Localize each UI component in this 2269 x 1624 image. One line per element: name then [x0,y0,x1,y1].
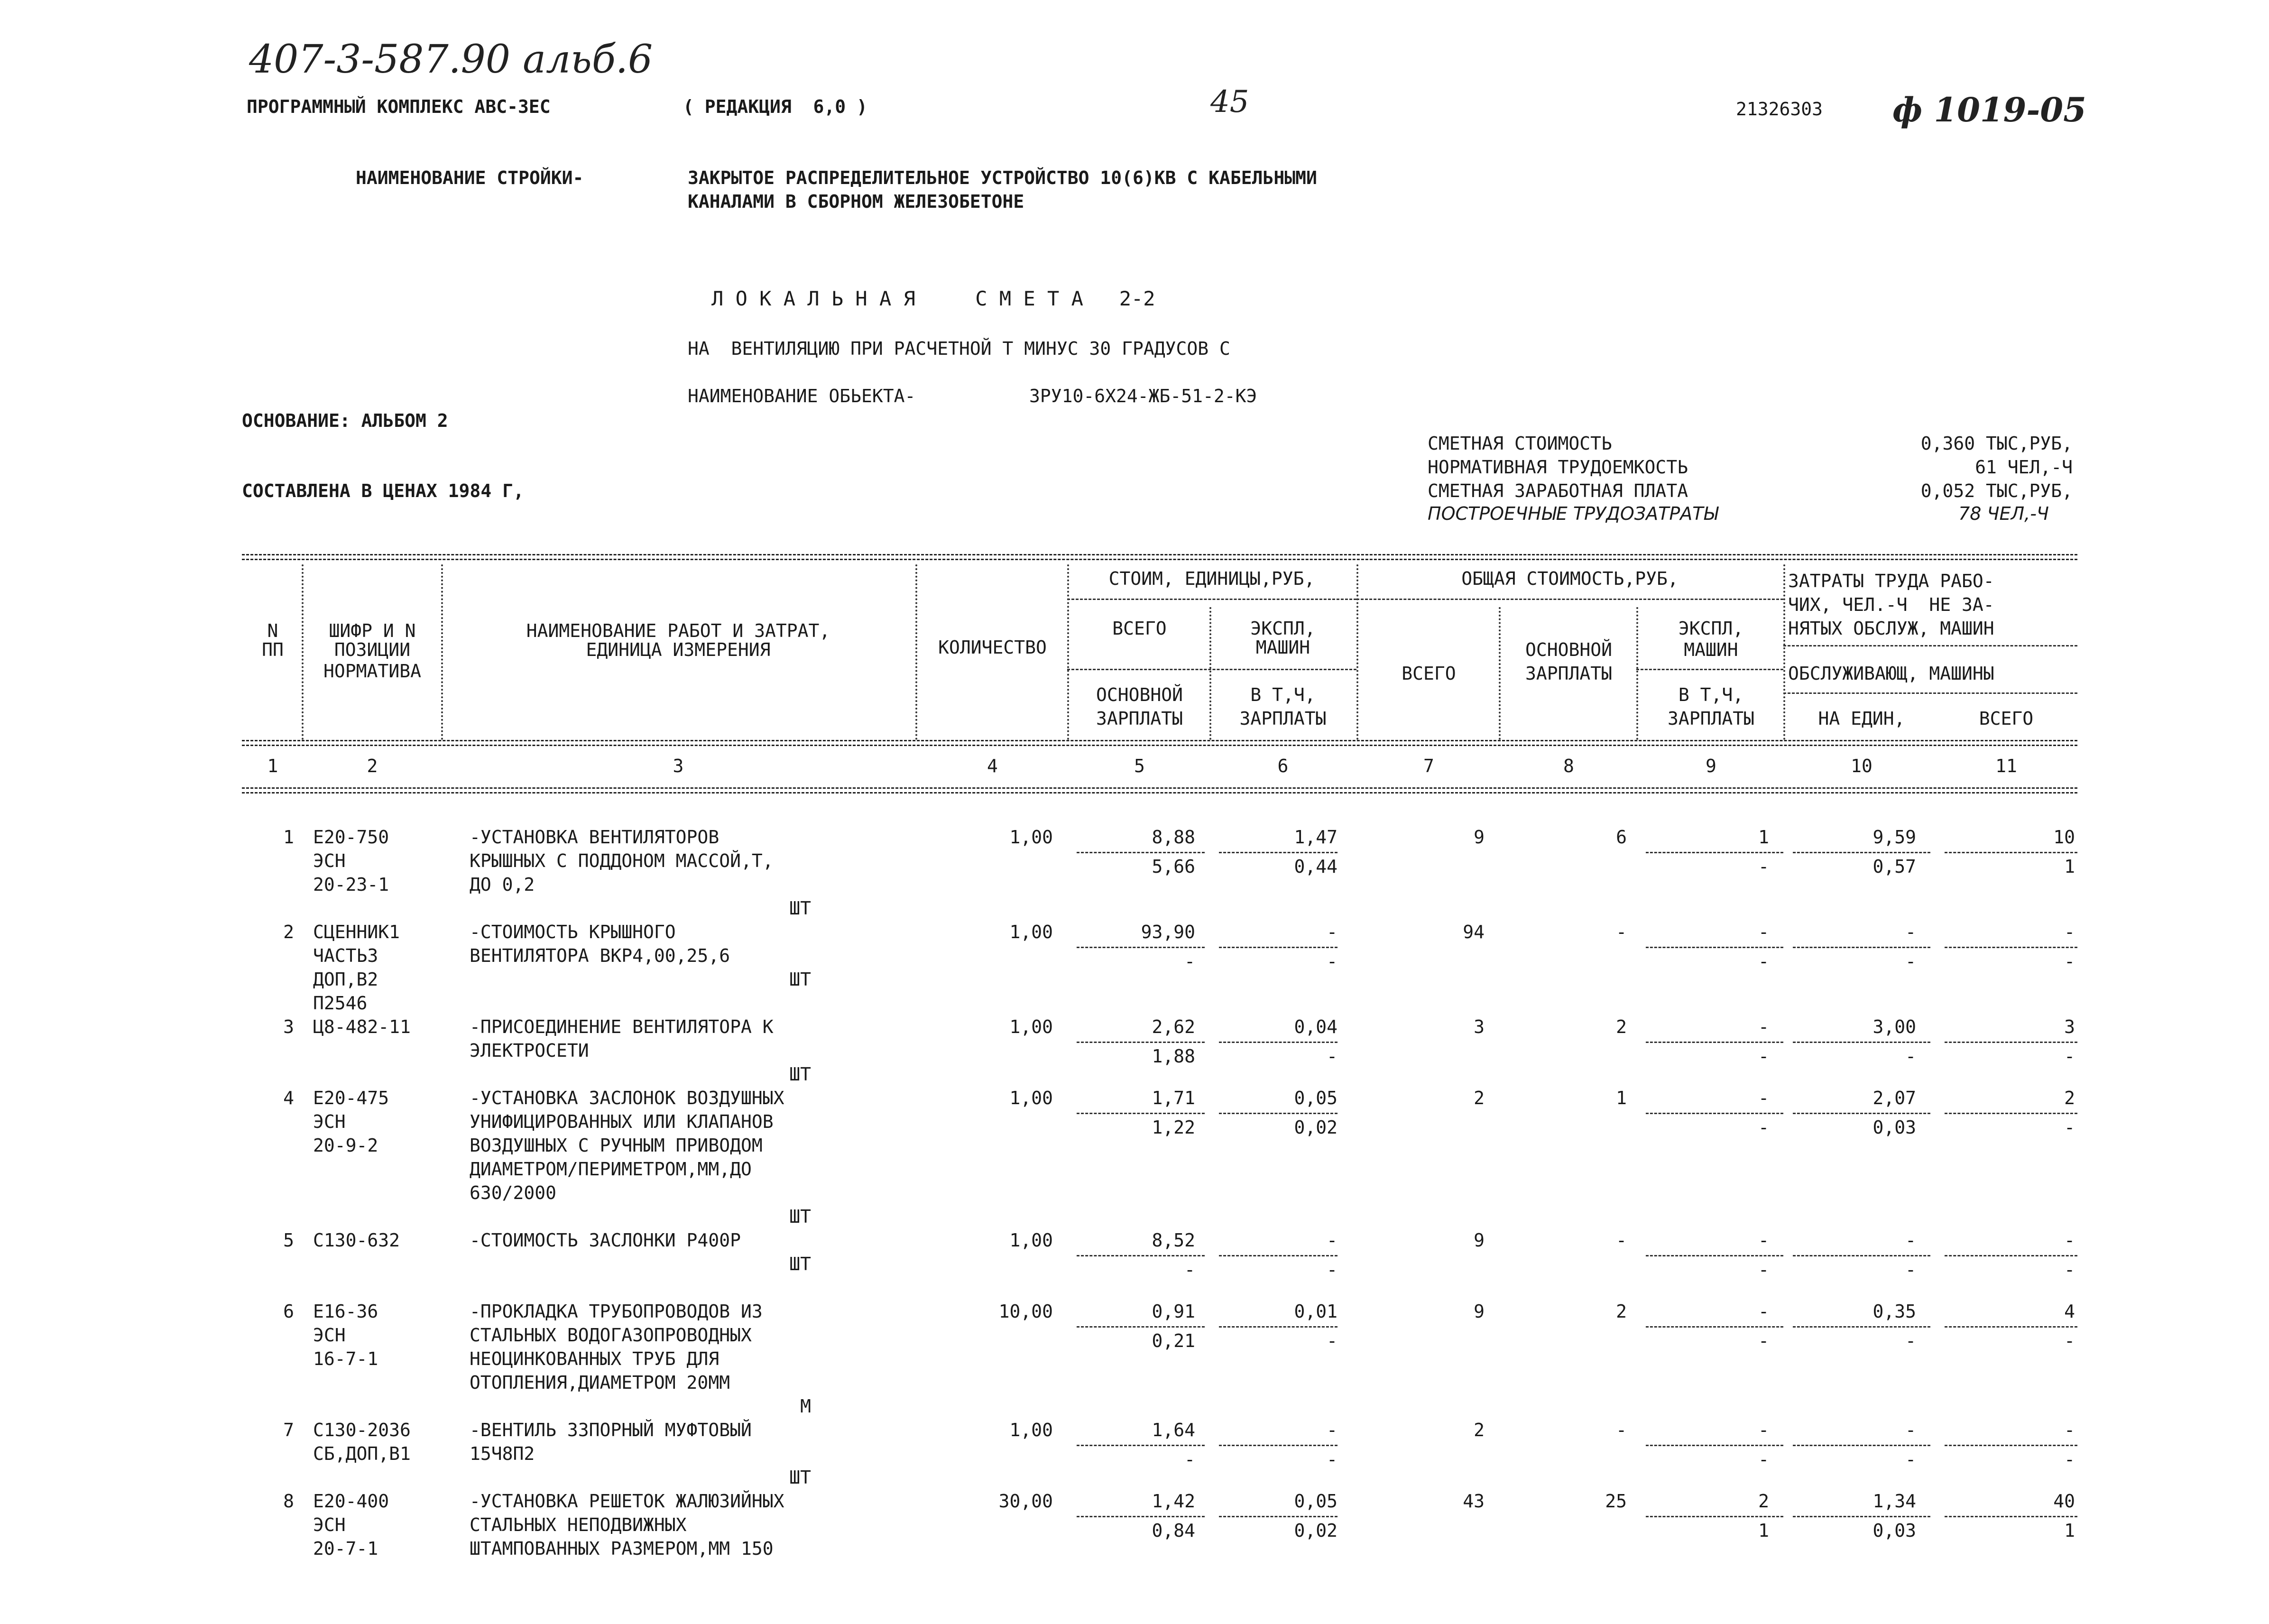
cell-divider-rule [1646,1326,1783,1328]
row-unit-machine-wages: 0,44 [1294,856,1337,877]
row-work-name: 15Ч8П2 [470,1443,535,1464]
col3-header: ЕДИНИЦА ИЗМЕРЕНИЯ [586,639,771,660]
row-number: 8 [283,1491,294,1512]
row-total-wages: - [1616,1230,1627,1251]
table-top-rule [242,554,2077,555]
row-code: 20-7-1 [313,1538,378,1559]
column-separator [915,564,917,740]
col8-header: ЗАРПЛАТЫ [1525,663,1613,684]
col6-sub-header: В Т,Ч, [1250,684,1316,705]
object-label: НАИМЕНОВАНИЕ ОБЬЕКТА- [688,386,916,406]
row-work-name: ДИАМЕТРОМ/ПЕРИМЕТРОМ,ММ,ДО [470,1159,752,1180]
row-machine-labor-per-unit: - [1905,1330,1916,1351]
summary-value: 0,360 ТЫС,РУБ, [1920,433,2073,454]
header-sub-rule [1783,645,2077,646]
row-labor-per-unit: 0,35 [1872,1301,1916,1322]
row-unit-cost-total: 0,91 [1152,1301,1195,1322]
cell-divider-rule [1945,1042,2077,1043]
row-code: ЭСН [313,1325,346,1346]
row-labor-total: 3 [2064,1016,2075,1037]
row-machine-labor-per-unit: 0,57 [1872,856,1916,877]
labor-sub-header: ОБСЛУЖИВАЮЩ, МАШИНЫ [1788,663,1994,684]
column-separator [1636,607,1638,740]
cell-divider-rule [1945,947,2077,948]
row-labor-total: 10 [2053,827,2075,848]
row-labor-total: - [2064,1420,2075,1440]
row-work-name: -УСТАНОВКА РЕШЕТОК ЖАЛЮЗИЙНЫХ [470,1491,784,1512]
row-code: ЭСН [313,1514,346,1535]
row-total-cost: 2 [1474,1088,1485,1108]
header-sub-rule [1067,669,1356,670]
handwritten-page-number: 45 [1210,84,1249,120]
col2-header: ШИФР И N [329,620,416,641]
cell-divider-rule [1646,1445,1783,1446]
row-work-name: СТАЛЬНЫХ ВОДОГАЗОПРОВОДНЫХ [470,1325,752,1346]
row-unit-cost-machines: 0,04 [1294,1016,1337,1037]
row-total-machines: - [1758,1230,1769,1251]
cell-divider-rule [1793,947,1930,948]
labor-header: ЧИХ, ЧЕЛ.-Ч НЕ ЗА- [1788,594,1994,615]
row-machine-labor-total: - [2064,1117,2075,1138]
object-code: ЗРУ10-6Х24-ЖБ-51-2-КЭ [1029,386,1257,406]
row-work-name: КРЫШНЫХ С ПОДДОНОМ МАССОЙ,Т, [470,850,774,871]
summary-label: ПОСТРОЕЧНЫЕ ТРУДОЗАТРАТЫ [1428,503,1718,524]
row-number: 6 [283,1301,294,1322]
row-unit-machine-wages: 0,02 [1294,1520,1337,1541]
row-machine-labor-total: - [2064,1259,2075,1280]
column-number: 6 [1277,756,1289,776]
col9-header: МАШИН [1684,639,1738,660]
row-unit: ШТ [789,1254,811,1274]
row-total-machine-wages: - [1758,951,1769,972]
col5-sub-header: ЗАРПЛАТЫ [1096,708,1183,729]
col7-header: ВСЕГО [1402,663,1456,684]
row-unit-cost-machines: - [1327,1230,1337,1251]
row-unit: ШТ [789,1467,811,1488]
row-code: Е20-400 [313,1491,389,1512]
row-code: ЧАСТЬ3 [313,945,378,966]
row-quantity: 1,00 [1009,1420,1053,1440]
row-total-wages: 6 [1616,827,1627,848]
row-code: С130-2036 [313,1420,411,1440]
col11-header: ВСЕГО [1979,708,2034,729]
col6-header: МАШИН [1255,637,1310,658]
row-unit-cost-machines: 1,47 [1294,827,1337,848]
row-code: 20-23-1 [313,874,389,895]
row-code: ЭСН [313,850,346,871]
row-unit-cost-total: 1,42 [1152,1491,1195,1512]
row-unit-machine-wages: - [1327,1259,1337,1280]
cell-divider-rule [1077,947,1205,948]
row-labor-per-unit: 9,59 [1872,827,1916,848]
row-total-machine-wages: - [1758,1117,1769,1138]
row-labor-total: 40 [2053,1491,2075,1512]
col9-header: ЭКСПЛ, [1678,618,1744,639]
row-labor-total: 4 [2064,1301,2075,1322]
cell-divider-rule [1793,1042,1930,1043]
row-work-name: ВОЗДУШНЫХ С РУЧНЫМ ПРИВОДОМ [470,1135,763,1156]
cell-divider-rule [1077,1042,1205,1043]
row-work-name: ЭЛЕКТРОСЕТИ [470,1040,589,1061]
row-unit-machine-wages: 0,02 [1294,1117,1337,1138]
row-unit-cost-machines: - [1327,1420,1337,1440]
row-unit-cost-machines: - [1327,922,1337,942]
cell-divider-rule [1646,947,1783,948]
row-unit-machine-wages: - [1327,1330,1337,1351]
row-work-name: 630/2000 [470,1182,557,1203]
row-unit: ШТ [789,1064,811,1085]
row-quantity: 10,00 [998,1301,1053,1322]
row-code: СЦЕННИК1 [313,922,400,942]
header-sub-rule [1067,599,1356,600]
row-total-wages: - [1616,1420,1627,1440]
row-total-wages: 2 [1616,1301,1627,1322]
row-machine-labor-total: 1 [2064,856,2075,877]
labor-header: НЯТЫХ ОБСЛУЖ, МАШИН [1788,618,1994,639]
row-code: С130-632 [313,1230,400,1251]
header-bottom-rule [242,740,2077,741]
row-unit-wages: 1,88 [1152,1046,1195,1067]
cell-divider-rule [1793,1516,1930,1517]
numbers-bottom-rule [242,792,2077,794]
row-work-name: НЕОЦИНКОВАННЫХ ТРУБ ДЛЯ [470,1348,719,1369]
cell-divider-rule [1219,852,1337,853]
cell-divider-rule [1219,1445,1337,1446]
row-unit-cost-machines: 0,01 [1294,1301,1337,1322]
row-total-cost: 9 [1474,1301,1485,1322]
cell-divider-rule [1945,1516,2077,1517]
cell-divider-rule [1219,947,1337,948]
column-number: 2 [367,756,378,776]
cell-divider-rule [1945,1113,2077,1114]
row-labor-per-unit: 3,00 [1872,1016,1916,1037]
row-unit-cost-total: 1,71 [1152,1088,1195,1108]
row-code: П2546 [313,993,368,1014]
column-separator [1783,564,1785,740]
row-code: ЭСН [313,1111,346,1132]
row-total-machines: - [1758,1301,1769,1322]
column-number: 9 [1706,756,1716,776]
construction-label: НАИМЕНОВАНИЕ СТРОЙКИ- [356,167,584,188]
row-total-machines: - [1758,922,1769,942]
unit-cost-header: СТОИМ, ЕДИНИЦЫ,РУБ, [1108,568,1315,589]
row-work-name: ОТОПЛЕНИЯ,ДИАМЕТРОМ 20ММ [470,1372,730,1393]
column-number: 8 [1563,756,1574,776]
row-machine-labor-total: 1 [2064,1520,2075,1541]
document-code: 21326303 [1736,99,1823,120]
row-number: 3 [283,1016,294,1037]
handwritten-stamp-code: ф 1019-05 [1892,90,2086,129]
row-unit: ШТ [789,1206,811,1227]
row-unit-machine-wages: - [1327,1449,1337,1470]
col2-header: НОРМАТИВА [323,661,421,682]
column-separator [441,564,443,740]
cell-divider-rule [1219,1255,1337,1256]
row-labor-per-unit: 2,07 [1872,1088,1916,1108]
row-total-machines: - [1758,1088,1769,1108]
cell-divider-rule [1945,1255,2077,1256]
row-code: СБ,ДОП,В1 [313,1443,411,1464]
row-unit-cost-total: 1,64 [1152,1420,1195,1440]
row-quantity: 1,00 [1009,827,1053,848]
row-labor-total: - [2064,922,2075,942]
col1-header: N [267,620,278,641]
row-work-name: ШТАМПОВАННЫХ РАЗМЕРОМ,ММ 150 [470,1538,774,1559]
row-machine-labor-total: - [2064,1330,2075,1351]
row-total-wages: - [1616,922,1627,942]
row-machine-labor-total: - [2064,1046,2075,1067]
row-total-wages: 2 [1616,1016,1627,1037]
cell-divider-rule [1219,1042,1337,1043]
estimate-price-base: СОСТАВЛЕНА В ЦЕНАХ 1984 Г, [242,480,524,501]
row-total-wages: 25 [1605,1491,1627,1512]
row-code: Е16-36 [313,1301,378,1322]
cell-divider-rule [1945,852,2077,853]
cell-divider-rule [1219,1516,1337,1517]
row-unit-cost-total: 8,52 [1152,1230,1195,1251]
row-work-name: УНИФИЦИРОВАННЫХ ИЛИ КЛАПАНОВ [470,1111,774,1132]
construction-name-line2: КАНАЛАМИ В СБОРНОМ ЖЕЛЕЗОБЕТОНЕ [688,191,1024,212]
col6-sub-header: ЗАРПЛАТЫ [1239,708,1327,729]
row-machine-labor-per-unit: 0,03 [1872,1520,1916,1541]
row-total-machine-wages: - [1758,1330,1769,1351]
cell-divider-rule [1793,1113,1930,1114]
header-sub-rule [1636,669,1783,670]
row-work-name: -ПРОКЛАДКА ТРУБОПРОВОДОВ ИЗ [470,1301,763,1322]
cell-divider-rule [1646,852,1783,853]
row-total-cost: 2 [1474,1420,1485,1440]
column-number: 3 [673,756,684,776]
summary-value: 0,052 ТЫС,РУБ, [1920,480,2073,501]
row-work-name: -ПРИСОЕДИНЕНИЕ ВЕНТИЛЯТОРА К [470,1016,774,1037]
summary-label: НОРМАТИВНАЯ ТРУДОЕМКОСТЬ [1428,457,1688,478]
cell-divider-rule [1793,852,1930,853]
estimate-title: Л О К А Л Ь Н А Я С М Е Т А 2-2 [711,287,1155,310]
row-unit-machine-wages: - [1327,1046,1337,1067]
row-unit-cost-total: 93,90 [1141,922,1195,942]
row-unit-cost-machines: 0,05 [1294,1491,1337,1512]
row-number: 4 [283,1088,294,1108]
row-machine-labor-total: - [2064,951,2075,972]
column-separator [1067,564,1069,740]
cell-divider-rule [1646,1516,1783,1517]
row-total-wages: 1 [1616,1088,1627,1108]
col5-header: ВСЕГО [1112,618,1167,639]
row-labor-total: 2 [2064,1088,2075,1108]
column-separator [1356,564,1358,740]
table-top-rule [242,559,2077,560]
cell-divider-rule [1793,1445,1930,1446]
cell-divider-rule [1646,1255,1783,1256]
cell-divider-rule [1945,1445,2077,1446]
row-unit-wages: 1,22 [1152,1117,1195,1138]
row-total-machine-wages: - [1758,1046,1769,1067]
header-bottom-rule [242,745,2077,746]
row-unit-wages: 0,84 [1152,1520,1195,1541]
row-quantity: 1,00 [1009,922,1053,942]
row-total-machine-wages: - [1758,1449,1769,1470]
row-unit-wages: - [1184,1259,1195,1280]
row-code: 20-9-2 [313,1135,378,1156]
col2-header: ПОЗИЦИИ [334,639,411,660]
row-total-machine-wages: - [1758,1259,1769,1280]
row-work-name: ДО 0,2 [470,874,535,895]
row-quantity: 1,00 [1009,1230,1053,1251]
row-code: Е20-750 [313,827,389,848]
col8-header: ОСНОВНОЙ [1525,639,1613,660]
row-unit: М [800,1396,811,1417]
column-separator [1209,607,1211,740]
col1-header: ПП [262,639,284,660]
row-work-name: -УСТАНОВКА ЗАСЛОНОК ВОЗДУШНЫХ [470,1088,784,1108]
row-total-cost: 9 [1474,1230,1485,1251]
summary-value: 61 ЧЕЛ,-Ч [1975,457,2073,478]
handwritten-doc-ref: 407-3-587.90 альб.6 [249,37,653,82]
row-total-cost: 94 [1463,922,1485,942]
col4-header: КОЛИЧЕСТВО [938,637,1047,658]
column-number: 7 [1423,756,1434,776]
row-unit-machine-wages: - [1327,951,1337,972]
row-code: 16-7-1 [313,1348,378,1369]
cell-divider-rule [1646,1042,1783,1043]
row-unit: ШТ [789,969,811,990]
row-labor-per-unit: - [1905,1230,1916,1251]
row-work-name: ВЕНТИЛЯТОРА ВКР4,00,25,6 [470,945,730,966]
col3-header: НАИМЕНОВАНИЕ РАБОТ И ЗАТРАТ, [526,620,830,641]
row-work-name: -ВЕНТИЛЬ ЗЗПОРНЫЙ МУФТОВЫЙ [470,1420,752,1440]
estimate-basis: ОСНОВАНИЕ: АЛЬБОМ 2 [242,410,448,431]
row-quantity: 30,00 [998,1491,1053,1512]
row-number: 2 [283,922,294,942]
row-labor-per-unit: 1,34 [1872,1491,1916,1512]
cell-divider-rule [1077,1113,1205,1114]
row-unit-wages: - [1184,951,1195,972]
row-quantity: 1,00 [1009,1016,1053,1037]
construction-name-line1: ЗАКРЫТОЕ РАСПРЕДЕЛИТЕЛЬНОЕ УСТРОЙСТВО 10(6)КВ С КАБЕЛЬНЫМИ [688,167,1317,188]
row-machine-labor-per-unit: - [1905,951,1916,972]
row-unit: ШТ [789,898,811,919]
estimate-subject: НА ВЕНТИЛЯЦИЮ ПРИ РАСЧЕТНОЙ Т МИНУС 30 ГРАДУСОВ С [688,338,1230,359]
row-labor-total: - [2064,1230,2075,1251]
row-total-machine-wages: - [1758,856,1769,877]
numbers-bottom-rule [242,787,2077,789]
row-unit-wages: 0,21 [1152,1330,1195,1351]
column-number: 5 [1134,756,1145,776]
row-total-machines: - [1758,1016,1769,1037]
cell-divider-rule [1219,1326,1337,1328]
col5-sub-header: ОСНОВНОЙ [1096,684,1183,705]
row-work-name: СТАЛЬНЫХ НЕПОДВИЖНЫХ [470,1514,687,1535]
column-number: 10 [1851,756,1872,776]
row-code: Ц8-482-11 [313,1016,411,1037]
program-edition: ( РЕДАКЦИЯ 6,0 ) [683,96,867,117]
cell-divider-rule [1219,1113,1337,1114]
row-unit-cost-total: 2,62 [1152,1016,1195,1037]
row-total-machines: - [1758,1420,1769,1440]
summary-label: СМЕТНАЯ ЗАРАБОТНАЯ ПЛАТА [1428,480,1688,501]
row-total-machine-wages: 1 [1758,1520,1769,1541]
col6-header: ЭКСПЛ, [1250,618,1316,639]
cell-divider-rule [1077,1445,1205,1446]
col9-sub-header: В Т,Ч, [1678,684,1744,705]
total-cost-header: ОБЩАЯ СТОИМОСТЬ,РУБ, [1461,568,1679,589]
row-machine-labor-per-unit: - [1905,1449,1916,1470]
column-number: 11 [1995,756,2017,776]
program-name: ПРОГРАММНЫЙ КОМПЛЕКС АВС-ЗЕС [247,96,551,117]
cell-divider-rule [1793,1255,1930,1256]
row-total-cost: 43 [1463,1491,1485,1512]
summary-label: СМЕТНАЯ СТОИМОСТЬ [1428,433,1612,454]
row-number: 1 [283,827,294,848]
header-sub-rule [1356,599,1783,600]
row-unit-wages: 5,66 [1152,856,1195,877]
cell-divider-rule [1077,852,1205,853]
row-number: 5 [283,1230,294,1251]
row-work-name: -СТОИМОСТЬ ЗАСЛОНКИ Р400Р [470,1230,741,1251]
row-labor-per-unit: - [1905,1420,1916,1440]
col9-sub-header: ЗАРПЛАТЫ [1667,708,1755,729]
row-quantity: 1,00 [1009,1088,1053,1108]
row-total-machines: 1 [1758,827,1769,848]
cell-divider-rule [1945,1326,2077,1328]
column-separator [1499,607,1501,740]
header-sub-rule [1783,692,2077,694]
row-unit-cost-machines: 0,05 [1294,1088,1337,1108]
row-machine-labor-per-unit: - [1905,1259,1916,1280]
column-number: 4 [987,756,998,776]
row-total-cost: 3 [1474,1016,1485,1037]
row-machine-labor-per-unit: - [1905,1046,1916,1067]
row-total-cost: 9 [1474,827,1485,848]
row-machine-labor-total: - [2064,1449,2075,1470]
cell-divider-rule [1793,1326,1930,1328]
cell-divider-rule [1646,1113,1783,1114]
row-unit-wages: - [1184,1449,1195,1470]
cell-divider-rule [1077,1516,1205,1517]
row-code: Е20-475 [313,1088,389,1108]
row-work-name: -СТОИМОСТЬ КРЫШНОГО [470,922,676,942]
summary-value: 78 ЧЕЛ,-Ч [1958,503,2049,524]
row-number: 7 [283,1420,294,1440]
row-unit-cost-total: 8,88 [1152,827,1195,848]
cell-divider-rule [1077,1255,1205,1256]
row-machine-labor-per-unit: 0,03 [1872,1117,1916,1138]
row-code: ДОП,В2 [313,969,378,990]
cell-divider-rule [1077,1326,1205,1328]
row-labor-per-unit: - [1905,922,1916,942]
column-number: 1 [267,756,278,776]
row-total-machines: 2 [1758,1491,1769,1512]
labor-header: ЗАТРАТЫ ТРУДА РАБО- [1788,571,1994,591]
col10-header: НА ЕДИН, [1818,708,1905,729]
row-work-name: -УСТАНОВКА ВЕНТИЛЯТОРОВ [470,827,719,848]
